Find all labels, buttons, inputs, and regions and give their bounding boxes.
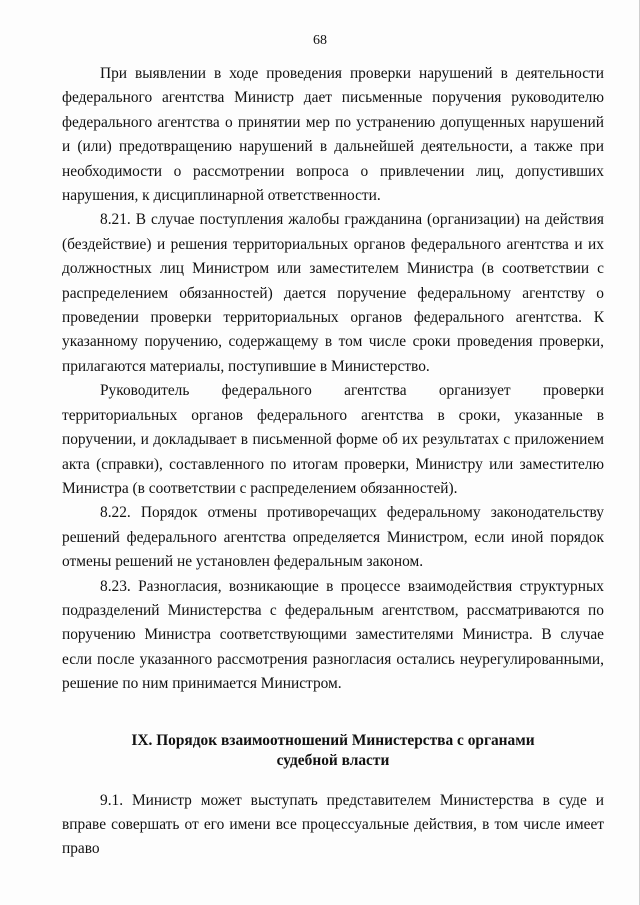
page-number: 68 [313, 33, 327, 48]
section-heading-line-1: IX. Порядок взаимоотношений Министерства с органами [131, 731, 535, 749]
paragraph-8-21: 8.21. В случае поступления жалобы гражданина (организации) на действия (бездействие) и решения территориальных органов федерального агентства и их должностных лиц Министром или заместителем Министра (в соответствии с распределением обязанностей) дается поручение федеральному агентству о проведении проверки территориальных органов федерального агентства. К указанному поручению, содержащему в том числе сроки проведения проверки, прилагаются материалы, поступившие в Министерство. [62, 211, 604, 375]
paragraph-violations-instructions: При выявлении в ходе проведения проверки нарушений в деятельности федерального агентства Министр дает письменные поручения руководителю федерального агентства о принятии мер по устранению допущенных нарушений и (или) предотвращению нарушений в дальнейшей деятельности, а также при необходимости о рассмотрении вопроса о привлечении лиц, допустивших нарушения, к дисциплинарной ответственности. [62, 65, 604, 205]
paragraph-8-23: 8.23. Разногласия, возникающие в процессе взаимодействия структурных подразделений Министерства с федеральным агентством, рассматриваются по поручению Министра соответствующими заместителями Министра. В случае если после указанного рассмотрения разногласия остались неурегулированными, решение по ним принимается Министром. [62, 577, 604, 693]
document-body [62, 62, 604, 862]
section-heading-ix [62, 731, 604, 771]
paragraph-9-1: 9.1. Министр может выступать представителем Министерства в суде и вправе совершать от его имени все процессуальные действия, в том числе имеет право [62, 791, 604, 858]
paragraph-8-22: 8.22. Порядок отмены противоречащих федеральному законодательству решений федерального агентства определяется Министром, если иной порядок отмены решений не установлен федеральным законом. [62, 504, 604, 571]
paragraph-agency-head-checks: Руководитель федерального агентства организует проверки территориальных органов федерального агентства в сроки, указанные в поручении, и докладывает в письменной форме об их результатах с приложением акта (справки), составленного по итогам проверки, Министру или заместителю Министра (в соответствии с распределением обязанностей). [62, 382, 604, 497]
section-heading-line-2: судебной власти [276, 751, 390, 769]
